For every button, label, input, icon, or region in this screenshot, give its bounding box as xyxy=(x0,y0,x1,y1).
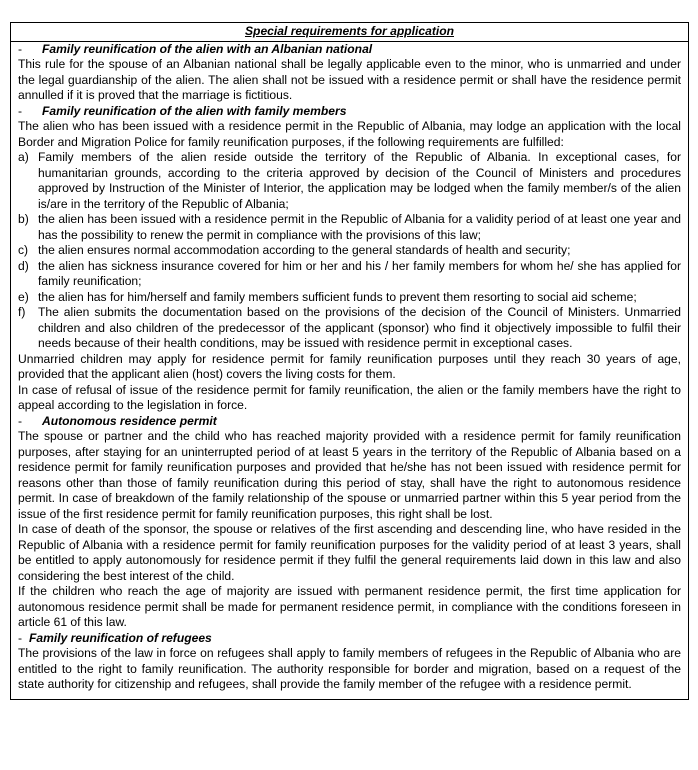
paragraph: In case of death of the sponsor, the spouse or relatives of the first ascending and descending line, who have resided in the Republic of Albania with a residence permit for family reunification purposes for the validity period of at least 3 years, shall be entitled to apply autonomously for residence permit if they fulfil the general requirements laid down in this law and also considering the best interest of the child. xyxy=(18,522,681,583)
list-item-f xyxy=(18,305,681,352)
section-title: Family reunification of refugees xyxy=(29,630,212,645)
paragraph: In case of refusal of issue of the residence permit for family reunification, the alien or the family members have the right to appeal according to the legislation in force. xyxy=(18,382,681,412)
list-item-b xyxy=(18,212,681,243)
paragraph: The provisions of the law in force on refugees shall apply to family members of refugees in the Republic of Albania who are entitled to the right to family reunification. The authority responsible for border and migration, based on a request of the state authority for citizenship and refugees, shall provide the family member of the refugee with a residence permit. xyxy=(18,646,681,691)
list-text: The alien submits the documentation based on the provisions of the decision of the Council of Ministers. Unmarried children and also children of the predecessor of the applicant (sponsor) who find it objectively impossible to fulfil their needs because of their health conditions, may be issued with residence permit in exceptional cases. xyxy=(38,305,681,350)
section-heading-albanian-national xyxy=(18,42,681,58)
section-heading-autonomous-permit xyxy=(18,414,681,430)
list-text: the alien ensures normal accommodation according to the general standards of health and security; xyxy=(38,243,571,257)
requirements-document xyxy=(10,22,689,700)
bullet-dash: - xyxy=(18,413,23,428)
list-label: b) xyxy=(18,212,29,226)
list-item-a xyxy=(18,150,681,212)
list-text: the alien has been issued with a residence permit in the Republic of Albania for a validity period of at least one year and has the possibility to renew the permit in compliance with the provisions of this law; xyxy=(38,212,681,242)
bullet-dash: - xyxy=(18,630,23,645)
list-label: f) xyxy=(18,305,26,319)
section-heading-family-members xyxy=(18,104,681,120)
section-heading-refugees xyxy=(18,631,681,647)
document-body xyxy=(11,42,688,699)
paragraph: This rule for the spouse of an Albanian national shall be legally applicable even to the minor, who is unmarried and under the legal guardianship of the alien. The alien shall not be issued with a residence permit or shall have the residence permit annulled if it is proved that the marriage is fictitious. xyxy=(18,57,681,102)
document-title: Special requirements for application xyxy=(11,23,688,42)
list-label: d) xyxy=(18,258,29,273)
bullet-dash: - xyxy=(18,41,23,56)
list-label: c) xyxy=(18,243,29,257)
list-item-e xyxy=(18,290,681,306)
paragraph: If the children who reach the age of majority are issued with permanent residence permit, the first time application for autonomous residence permit shall be made for permanent residence permit, in compliance with the conditions foreseen in article 61 of this law. xyxy=(18,584,681,629)
paragraph: Unmarried children may apply for residence permit for family reunification purposes until they reach 30 years of age, provided that the applicant alien (host) covers the living costs for them. xyxy=(18,351,681,381)
section-title: Autonomous residence permit xyxy=(42,413,217,428)
section-title: Family reunification of the alien with an Albanian national xyxy=(42,41,373,56)
paragraph: The spouse or partner and the child who has reached majority provided with a residence permit for family reunification purposes, after staying for an uninterrupted period of at least 5 years in the territory of the Republic of Albania based on a residence permit for family reunification purposes and provided that he/she has not been issued with residence permit for reasons other than those of family reunification during this period of stay, shall have the right to autonomous residence permit. In case of breakdown of the family relationship of the spouse or unmarried partner within this 5 year period from the issue of the first residence permit for family reunification purposes, this right shall be lost. xyxy=(18,429,681,521)
list-label: e) xyxy=(18,289,29,304)
bullet-dash: - xyxy=(18,103,23,118)
list-label: a) xyxy=(18,150,29,164)
list-item-c xyxy=(18,243,681,259)
list-text: the alien has for him/herself and family members sufficient funds to prevent them resorting to social aid scheme; xyxy=(38,289,637,304)
list-text: Family members of the alien reside outside the territory of the Republic of Albania. In exceptional cases, for humanitarian grounds, according to the criteria approved by decision of the Council of Ministers and procedures approved by Instruction of the Minister of Interior, the application may be lodged when the family member/s of the alien is/are in the territory of the Republic of Albania; xyxy=(38,150,681,211)
paragraph-intro: The alien who has been issued with a residence permit in the Republic of Albania, may lodge an application with the local Border and Migration Police for family reunification purposes, if the following requirements are fulfilled: xyxy=(18,119,681,149)
section-title: Family reunification of the alien with family members xyxy=(42,103,347,118)
list-item-d xyxy=(18,259,681,290)
list-text: the alien has sickness insurance covered for him or her and his / her family members for whom he/ she has applied for family reunification; xyxy=(38,258,681,288)
